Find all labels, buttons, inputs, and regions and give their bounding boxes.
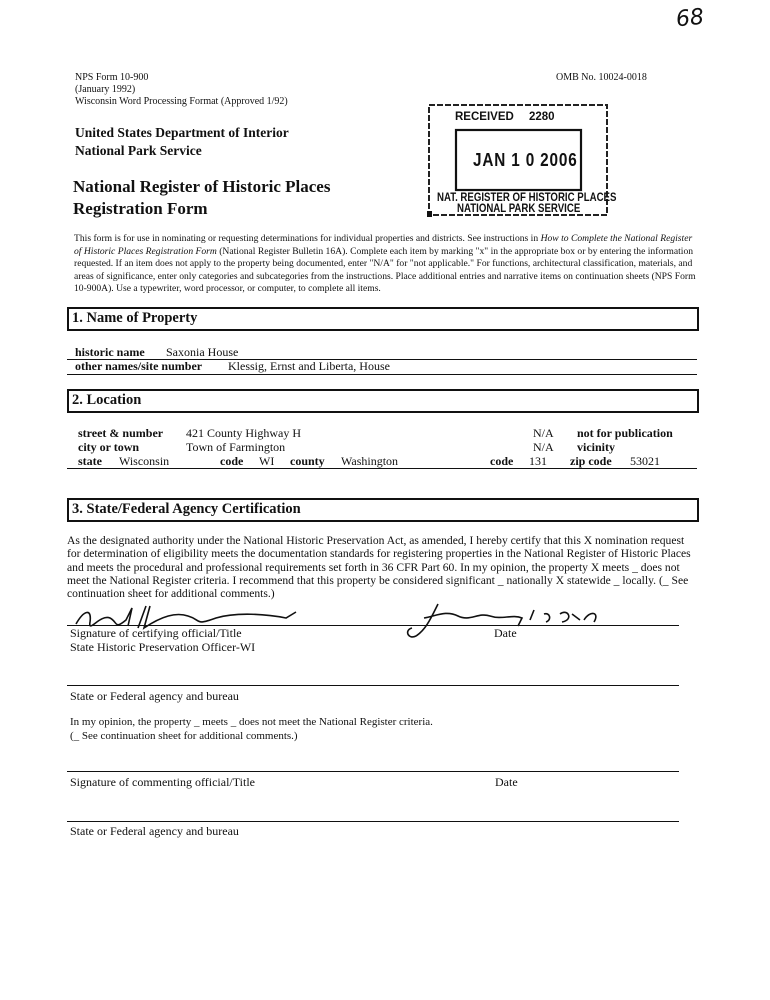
stamp-code: 2280 (529, 111, 555, 123)
opinion-line2: (_ See continuation sheet for additional comments.) (70, 730, 298, 742)
stamp-date: JAN 1 0 2006 (473, 150, 578, 170)
stamp-received (455, 111, 555, 123)
street-label: street & number (78, 426, 164, 440)
state-label: state (78, 454, 102, 468)
certification-paragraph: As the designated authority under the National Historic Preservation Act, as amended, I hereby certify that this X nomination request for determination of eligibility meets the documentation standards for registering properties in the National Register of Historic Places and meets the procedural and professional requirements set forth in 36 CFR Part 60. In my opinion, the property X meets _ does not meet the National Register criteria. I recommend that this property be considered significant _ nationally X statewide _ locally. (_ See continuation sheet for additional comments.) (67, 534, 691, 601)
section2-title: 2. Location (72, 392, 142, 408)
department-name: United States Department of Interior (75, 125, 289, 140)
section3-header (67, 498, 699, 522)
stamp-line2: NATIONAL PARK SERVICE (457, 203, 581, 215)
section2-header (67, 389, 699, 413)
form-date: (January 1992) (75, 84, 136, 95)
agency-bureau-label-2: State or Federal agency and bureau (70, 824, 239, 838)
section3-title: 3. State/Federal Agency Certification (72, 501, 301, 517)
zip-value: 53021 (630, 454, 660, 468)
instructions-bulletin-title: How to Complete the National Register of Historic Places Registration Form (74, 233, 693, 257)
form-number: NPS Form 10-900 (75, 72, 149, 83)
commenting-date-label: Date (495, 775, 518, 789)
certifying-signature-label: Signature of certifying official/Title (70, 626, 242, 640)
state-value: Wisconsin (119, 454, 170, 468)
county-label: county (290, 454, 325, 468)
county-code-value: 131 (529, 454, 547, 468)
form-title-line1: National Register of Historic Places (73, 177, 331, 196)
zip-label: zip code (570, 454, 612, 468)
other-names-value: Klessig, Ernst and Liberta, House (228, 359, 390, 373)
county-code-label: code (490, 454, 514, 468)
section1-header (67, 307, 699, 331)
handwritten-date (440, 606, 538, 623)
stamp-received-text: RECEIVED (455, 111, 514, 123)
handwritten-page-number: 68 (674, 4, 706, 33)
stamp-line1: NAT. REGISTER OF HISTORIC PLACES (437, 192, 617, 204)
city-value: Town of Farmington (186, 440, 286, 454)
county-value: Washington (341, 454, 399, 468)
divider (67, 468, 697, 469)
city-label: city or town (78, 440, 140, 454)
not-for-publication-label: not for publication (577, 426, 673, 440)
format-note: Wisconsin Word Processing Format (Approved 1/92) (75, 96, 288, 107)
agency-bureau-label: State or Federal agency and bureau (70, 689, 239, 703)
service-name: National Park Service (75, 143, 202, 158)
commenting-signature-label: Signature of commenting official/Title (70, 775, 255, 789)
section1-title: 1. Name of Property (72, 310, 198, 326)
opinion-line1: In my opinion, the property _ meets _ does not meet the National Register criteria. (70, 716, 433, 728)
state-code-value: WI (259, 454, 275, 468)
date-label: Date (494, 626, 517, 640)
officer-title: State Historic Preservation Officer-WI (70, 640, 256, 654)
street-value: 421 County Highway H (186, 426, 301, 440)
divider (67, 821, 679, 822)
instructions-paragraph (74, 233, 699, 296)
city-na: N/A (533, 440, 554, 454)
street-na: N/A (533, 426, 554, 440)
received-stamp (425, 103, 617, 221)
historic-name-value: Saxonia House (166, 345, 239, 359)
instructions-text-cont: (National Register Bulletin 16A). Complete each item by marking "x" in the appropriate box or by entering the information requested. If an item does not apply to the property being documented, enter "N/A" for "not applicable." For functions, architectural classification, materials, and areas of significance, enter only categories and subcategories from the instructions. Place additional entries and narrative items on continuation sheets (NPS Form 10-900A). Use a typewriter, word processor, or computer, to complete all items. (74, 245, 696, 295)
historic-name-label: historic name (75, 345, 145, 359)
omb-number: OMB No. 10024-0018 (556, 72, 647, 83)
state-code-label: code (220, 454, 244, 468)
instructions-text: This form is for use in nominating or requesting determinations for individual properties and districts. See instructions in (74, 233, 541, 244)
form-title-line2: Registration Form (73, 199, 208, 218)
other-names-label: other names/site number (75, 359, 203, 373)
divider (67, 771, 679, 772)
divider (67, 685, 679, 686)
vicinity-label: vicinity (577, 440, 615, 454)
divider (67, 374, 697, 375)
